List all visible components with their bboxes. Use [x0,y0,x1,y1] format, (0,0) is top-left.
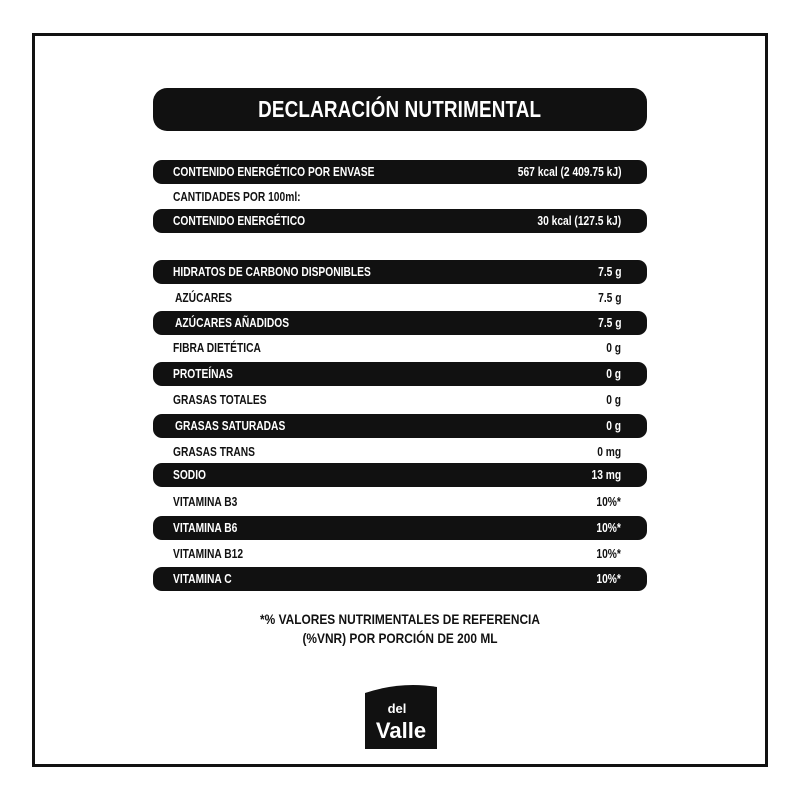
row-value: 0 g [606,419,621,433]
row-value: 10%* [596,521,621,535]
row-value: 0 g [606,367,621,381]
nutrition-row-carbohydrates [153,260,647,284]
nutrition-row-energy [153,209,647,233]
nutrition-title: DECLARACIÓN NUTRIMENTAL [258,96,542,122]
nutrition-row-protein [153,362,647,386]
row-value: 567 kcal (2 409.75 kJ) [517,165,621,179]
row-value: 30 kcal (127.5 kJ) [537,214,621,228]
nutrition-row-sodium [153,463,647,487]
row-label: VITAMINA C [173,572,232,586]
row-label: GRASAS SATURADAS [175,419,286,433]
nutrition-title-bar [153,88,647,131]
row-value: 7.5 g [597,291,621,305]
row-value: 10%* [596,572,621,586]
nutrition-row-added-sugars [153,311,647,335]
footnote-line-1: *% VALORES NUTRIMENTALES DE REFERENCIA [260,611,540,627]
nutrition-row-trans-fat [153,440,647,464]
row-value: 13 mg [591,468,621,482]
row-label: SODIO [173,468,207,482]
nutrition-row-total-fat [153,388,647,412]
nutrition-row-per-100ml [153,185,647,209]
row-label: GRASAS TRANS [173,445,256,459]
nutrition-row-sugars [153,286,647,310]
logo-text-valle: Valle [375,718,427,743]
nutrition-row-vitamin-b6 [153,516,647,540]
logo-text-del: del [387,701,407,716]
nutrition-row-energy-per-package [153,160,647,184]
row-label: VITAMINA B12 [173,547,244,561]
row-label: GRASAS TOTALES [173,393,267,407]
row-value: 7.5 g [597,316,621,330]
row-label: CONTENIDO ENERGÉTICO [173,214,306,228]
row-value: 0 mg [597,445,621,459]
nutrition-row-vitamin-c [153,567,647,591]
row-value: 10%* [596,495,621,509]
row-label: VITAMINA B6 [173,521,238,535]
row-label: CONTENIDO ENERGÉTICO POR ENVASE [173,165,375,179]
nutrition-row-vitamin-b3 [153,490,647,514]
row-value: 10%* [596,547,621,561]
row-label: AZÚCARES [175,291,232,305]
nutrition-row-fiber [153,336,647,360]
row-label: CANTIDADES POR 100ml: [173,190,301,204]
nutrition-row-vitamin-b12 [153,542,647,566]
vnr-footnote [150,610,650,648]
row-value: 7.5 g [597,265,621,279]
row-label: PROTEÍNAS [173,367,233,381]
del-valle-logo [365,683,437,749]
row-label: HIDRATOS DE CARBONO DISPONIBLES [173,265,371,279]
row-label: AZÚCARES AÑADIDOS [175,316,290,330]
row-value: 0 g [606,393,621,407]
nutrition-row-saturated-fat [153,414,647,438]
footnote-line-2: (%VNR) POR PORCIÓN DE 200 ML [302,630,498,646]
row-label: FIBRA DIETÉTICA [173,341,261,355]
row-label: VITAMINA B3 [173,495,238,509]
row-value: 0 g [606,341,621,355]
